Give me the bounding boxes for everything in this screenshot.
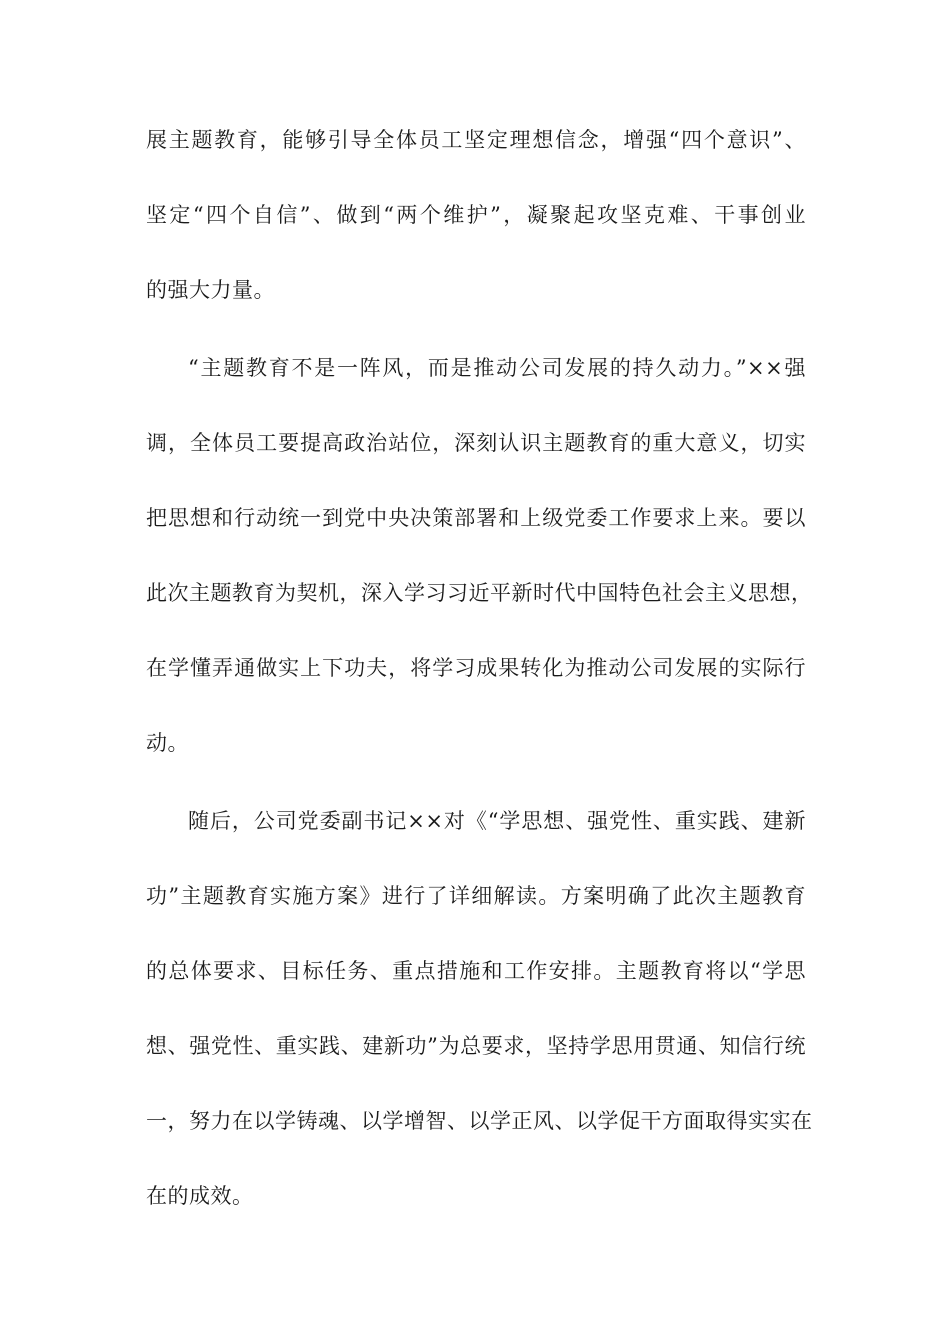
text-line: 想、强党性、重实践、建新功”为总要求，坚持学思用贯通、知信行统 — [146, 1034, 806, 1058]
text-line: 一，努力在以学铸魂、以学增智、以学正风、以学促干方面取得实实在 — [146, 1109, 813, 1133]
paragraph-2 — [146, 348, 813, 798]
text-line: 的总体要求、目标任务、重点措施和工作安排。主题教育将以“学思 — [146, 959, 806, 983]
text-line: 把思想和行动统一到党中央决策部署和上级党委工作要求上来。要以 — [146, 506, 806, 530]
text-line: 随后，公司党委副书记××对《“学思想、强党性、重实践、建新 — [188, 809, 806, 833]
paragraph-1 — [146, 120, 806, 345]
text-line: 此次主题教育为契机，深入学习习近平新时代中国特色社会主义思想， — [146, 581, 813, 605]
text-line: 在的成效。 — [146, 1184, 254, 1208]
paragraph-3 — [146, 801, 813, 1251]
text-line: 调，全体员工要提高政治站位，深刻认识主题教育的重大意义，切实 — [146, 431, 806, 455]
text-line: “主题教育不是一阵风，而是推动公司发展的持久动力。”××强 — [188, 356, 806, 380]
text-line: 动。 — [146, 731, 189, 755]
text-line: 在学懂弄通做实上下功夫，将学习成果转化为推动公司发展的实际行 — [146, 656, 806, 680]
text-line: 坚定“四个自信”、做到“两个维护”，凝聚起攻坚克难、干事创业 — [146, 203, 806, 227]
text-line: 的强大力量。 — [146, 278, 275, 302]
document-body — [146, 120, 813, 1254]
text-line: 功”主题教育实施方案》进行了详细解读。方案明确了此次主题教育 — [146, 884, 806, 908]
text-line: 展主题教育，能够引导全体员工坚定理想信念，增强“四个意识”、 — [146, 128, 806, 152]
